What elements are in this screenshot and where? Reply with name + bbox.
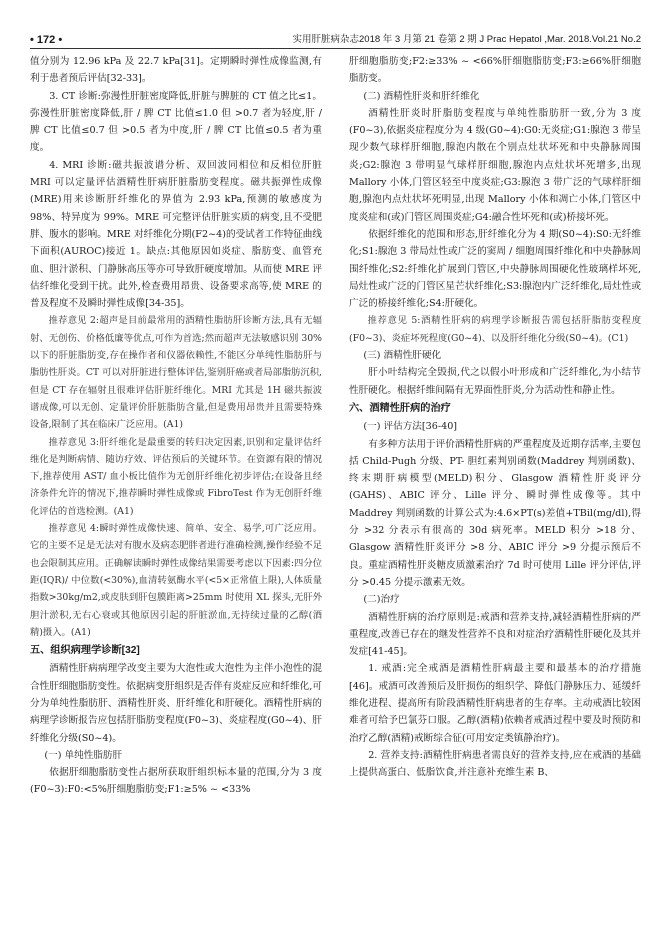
left-column <box>30 53 322 928</box>
running-header <box>30 30 641 49</box>
recommendation-5: 推荐意见 5:酒精性肝病的病理学诊断报告需包括肝脂肪变程度(F0~3)、炎症坏死程度(G0~4)、以及肝纤维化分级(S0~4)。(C1) <box>349 315 641 344</box>
section-heading-6: 六、酒精性肝病的治疗 <box>349 402 451 414</box>
paragraph-assessment: 有多种方法用于评价酒精性肝病的严重程度及近期存活率,主要包括 Child-Pugh 分级、PT- 胆红素判别函数(Maddrey 判别函数)、终末期肝病模型(MELD)积分、Glasgow 酒精性肝炎评分(GAHS)、ABIC 评分、Lille 评分、瞬时弹性成像等。其中 Maddrey 判别函数的计算公式为:4.6×PT(s)差值+TBil(mg/dl),得分 >32 分表示有很高的 30d 病死率。MELD 积分 >18 分、Glasgow 酒精性肝炎评分 >8 分、ABIC 评分 >9 分提示预后不良。重症酒精性肝炎糖皮质激素治疗 7d 时可使用 Lille 评分评估,评分 >0.45 分提示激素无效。 <box>349 438 641 588</box>
section-heading-5: 五、组织病理学诊断[32] <box>30 645 140 657</box>
paragraph: 肝细胞脂肪变;F2:≥33% ~ <66%肝细胞脂肪变;F3:≥66%肝细胞脂肪变。 <box>349 56 641 85</box>
page-number: • 172 • <box>30 34 63 46</box>
paragraph-treatment-principles: 酒精性肝病的治疗原则是:戒酒和营养支持,减轻酒精性肝病的严重程度,改善已存在的继发性营养不良和对症治疗酒精性肝硬化及其并发症[41-45]。 <box>349 611 641 658</box>
paragraph: 值分别为 12.96 kPa 及 22.7 kPa[31]。定期瞬时弹性成像监测,有利于患者预后评估[32-33]。 <box>30 56 322 85</box>
paragraph-hepatitis-grade: 酒精性肝炎时肝脂肪变程度与单纯性脂肪肝一致,分为 3 度(F0~3),依据炎症程度分为 4 级(G0~4):G0:无炎症;G1:腺泡 3 带呈现少数气球样肝细胞,腺泡内散在个别点灶状坏死和中央静脉周围炎;G2:腺泡 3 带明显气球样肝细胞,腺泡内点灶状坏死增多,出现 Mallory 小体,门管区轻至中度炎症;G3:腺泡 3 带广泛的气球样肝细胞,腺泡内点灶状坏死明显,出现 Mallory 小体和凋亡小体,门管区中度炎症和(或)门管区周围炎症;G4:融合性坏死和(或)桥接坏死。 <box>349 107 641 223</box>
subsection-heading: (二) 酒精性肝炎和肝纤维化 <box>363 90 480 102</box>
right-column <box>349 53 641 928</box>
subsection-heading: (一) 评估方法[36-40] <box>363 421 458 433</box>
journal-citation: 实用肝脏病杂志2018 年 3 月第 21 卷第 2 期 J Prac Hepatol ,Mar. 2018.Vol.21 No.2 <box>292 34 641 45</box>
paragraph-pathology: 酒精性肝病病理学改变主要为大泡性或大泡性为主伴小泡性的混合性肝细胞脂肪变性。依据病变肝组织是否伴有炎症反应和纤维化,可分为单纯性脂肪肝、酒精性肝炎、肝纤维化和肝硬化。酒精性肝病的病理学诊断报告应包括肝脂肪变程度(F0~3)、炎症程度(G0~4)、肝纤维化分级(S0~4)。 <box>30 663 322 744</box>
paragraph-abstinence: 1. 戒酒:完全戒酒是酒精性肝病最主要和最基本的治疗措施[46]。戒酒可改善预后及肝损伤的组织学、降低门静脉压力、延缓纤维化进程、提高所有阶段酒精性肝病患者的生存率。主动戒酒比较困难者可给予巴氯芬口服。乙醇(酒精)依赖者戒酒过程中要及时预防和治疗乙醇(酒精)戒断综合征(可用安定类镇静治疗)。 <box>349 663 641 744</box>
recommendation-2: 推荐意见 2:超声是目前最常用的酒精性脂肪肝诊断方法,具有无辐射、无创伤、价格低廉等优点,可作为首选;然而超声无法敏感识别 30%以下的肝脏脂肪变,存在操作者和仪器依赖性,不能区分单纯性脂肪肝与脂肪性肝炎。CT 可以对肝脏进行整体评估,鉴别肝癌或者局部脂肪沉积,但是 CT 存在辐射且很难评估肝脏纤维化。MRI 尤其是 1H 磁共振波谱成像,可以无创、定量评价肝脏脂肪含量,但是费用昂贵并且需要特殊设备,限制了其在临床广泛应用。(A1) <box>30 315 322 431</box>
recommendation-3: 推荐意见 3:肝纤维化是最重要的转归决定因素,识别和定量评估纤维化是判断病情、随访疗效、评估预后的关键环节。在资源有限的情况下,推荐使用 AST/ 血小板比值作为无创肝纤维化初步评估;在设备且经济条件允许的情况下,推荐瞬时弹性成像或 FibroTest 作为无创肝纤维化评估的首选检测。(A1) <box>30 436 322 517</box>
paragraph-steatosis: 依据肝细胞脂肪变性占据所获取肝组织标本量的范围,分为 3 度(F0~3):F0:<5%肝细胞脂肪变;F1:≥5% ~ <33% <box>30 767 322 796</box>
recommendation-4: 推荐意见 4:瞬时弹性成像快速、简单、安全、易学,可广泛应用。它的主要不足是无法对有腹水及病态肥胖者进行准确检测,操作经验不足也会限制其应用。正确解读瞬时弹性成像结果需要考虑以下因素:四分位距(IQR)/ 中位数(<30%),血清转氨酶水平(<5×正常值上限),人体质量指数>30kg/m2,或皮肤到肝包膜距离>25mm 时使用 XL 探头,无肝外胆汁淤积,无右心衰或其他原因引起的肝脏淤血,无持续过量的乙醇(酒精)摄入。(A1) <box>30 523 322 638</box>
paragraph-ct-diagnosis: 3. CT 诊断:弥漫性肝脏密度降低,肝脏与脾脏的 CT 值之比≤1。弥漫性肝脏密度降低,肝 / 脾 CT 比值≤1.0 但 >0.7 者为轻度,肝 / 脾 CT 比值≤0.7 但 >0.5 者为中度,肝 / 脾 CT 比值≤0.5 者为重度。 <box>30 90 322 154</box>
paragraph-cirrhosis: 肝小叶结构完全毁损,代之以假小叶形成和广泛纤维化,为小结节性肝硬化。根据纤维间隔有无界面性肝炎,分为活动性和静止性。 <box>349 367 641 396</box>
paragraph-fibrosis-stage: 依据纤维化的范围和形态,肝纤维化分为 4 期(S0~4):S0:无纤维化;S1:腺泡 3 带局灶性或广泛的窦周 / 细胞周围纤维化和中央静脉周围纤维化;S2:纤维化扩展到门管区,中央静脉周围硬化性玻璃样坏死,局灶性或广泛的门管区星芒状纤维化;S3:腺泡内广泛纤维化,局灶性或广泛的桥接纤维化;S4:肝硬化。 <box>349 228 641 310</box>
paragraph-nutrition: 2. 营养支持:酒精性肝病患者需良好的营养支持,应在戒酒的基础上提供高蛋白、低脂饮食,并注意补充维生素 B、 <box>349 749 641 779</box>
subsection-heading: (二)治疗 <box>363 594 400 606</box>
subsection-heading: (一) 单纯性脂肪肝 <box>44 749 123 761</box>
paragraph-mri-diagnosis: 4. MRI 诊断:磁共振波谱分析、双回波同相位和反相位肝脏 MRI 可以定量评估酒精性肝病肝脏脂肪变程度。磁共振弹性成像(MRE)用来诊断肝纤维化的界值为 2.93 kPa,预测的敏感度为 98%、特异度为 99%。MRE 可完整评估肝脏实质的病变,且不受肥胖、腹水的影响。MRE 对纤维化分期(F2~4)的受试者工作特征曲线下面积(AUROC)接近 1。缺点:其他原因如炎症、脂肪变、血管充血、胆汁淤积、门静脉高压等亦可导致肝硬度增加。从而使 MRE 评估纤维化受到干扰。此外,检查费用昂贵、设备要求高等,使 MRE 的普及程度不及瞬时弹性成像[34-35]。 <box>30 159 322 310</box>
subsection-heading: (三) 酒精性肝硬化 <box>363 350 442 362</box>
